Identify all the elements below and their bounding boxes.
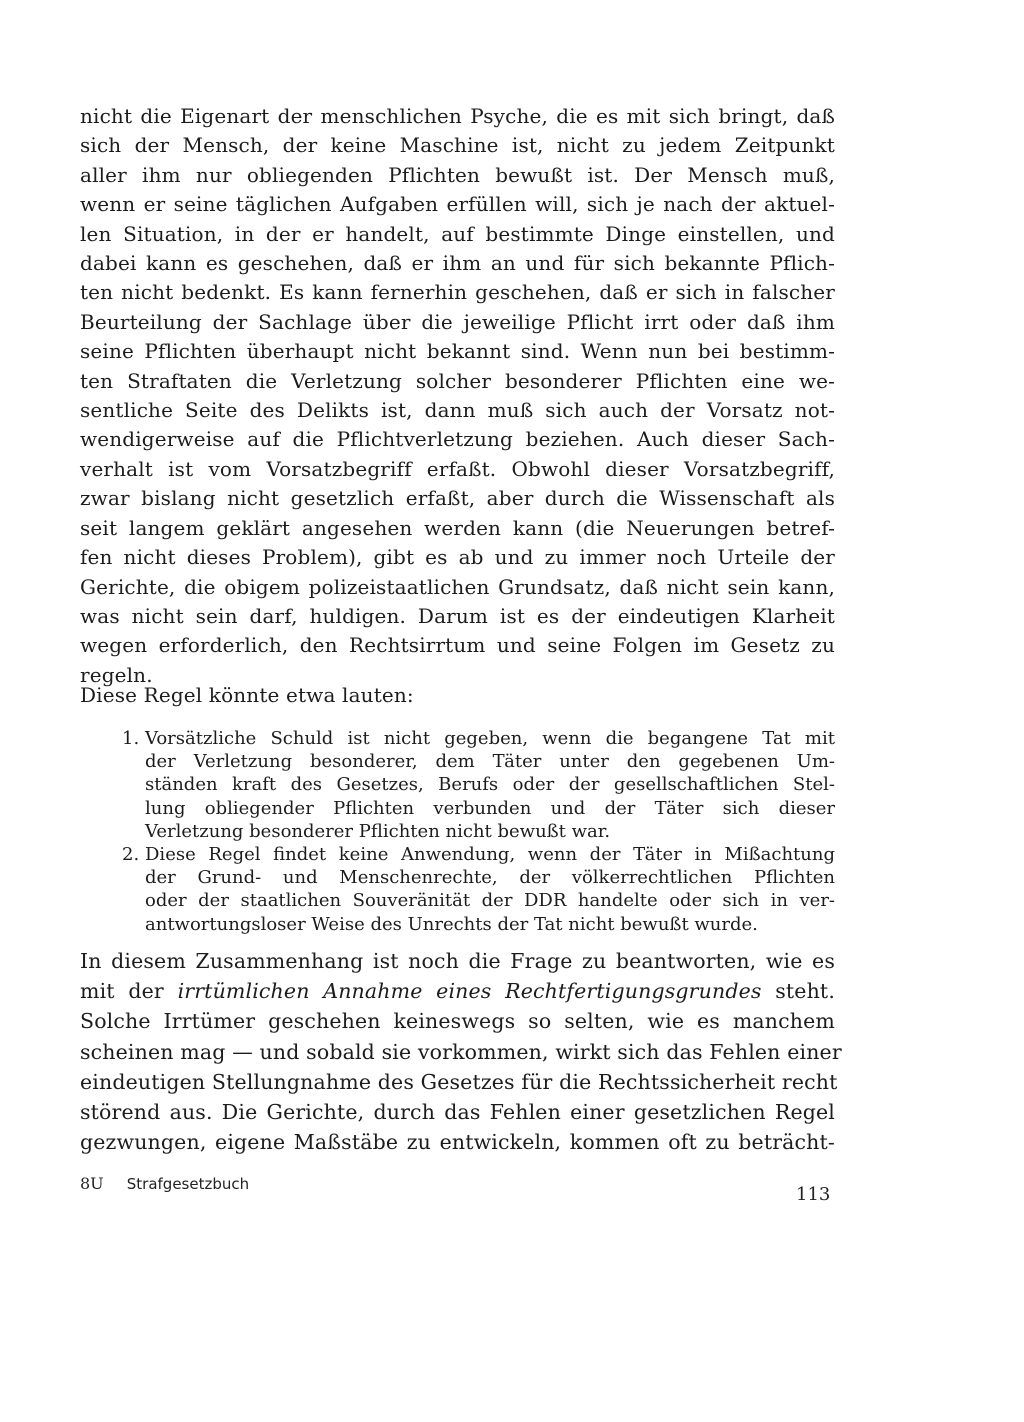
text-line: Solche Irrtümer geschehen keineswegs so selten, wie es manchem [80, 1009, 835, 1034]
list-item-2 [122, 843, 835, 936]
emphasis-text: irrtümlichen Annahme eines Rechtfertigungsgrundes [177, 979, 762, 1004]
intro-line [80, 681, 835, 710]
text-line: ten nicht bedenkt. Es kann fernerhin geschehen, daß er sich in falscher [80, 280, 835, 305]
text-line: ten Straftaten die Verletzung solcher besonderer Pflichten eine we- [80, 368, 835, 393]
signature-mark: 8U [80, 1174, 104, 1193]
text-line-with-emphasis [80, 976, 835, 1006]
text-line: der Verletzung besonderer, dem Täter unter den gegebenen Um- [145, 751, 835, 773]
text-line: scheinen mag — und sobald sie vorkommen, wirkt sich das Fehlen einer [80, 1039, 842, 1064]
text-line: verhalt ist vom Vorsatzbegriff erfaßt. Obwohl dieser Vorsatzbegriff, [80, 456, 835, 481]
text-line: fen nicht dieses Problem), gibt es ab und zu immer noch Urteile der [80, 545, 835, 570]
text-line: oder der staatlichen Souveränität der DDR handelte oder sich in ver- [145, 890, 835, 912]
text-line: wenn er seine täglichen Aufgaben erfüllen will, sich je nach der aktuel- [80, 192, 835, 217]
text-line: aller ihm nur obliegenden Pflichten bewußt ist. Der Mensch muß, [80, 162, 835, 187]
text-line: sich der Mensch, der keine Maschine ist, nicht zu jedem Zeitpunkt [80, 133, 835, 158]
text-line: nicht die Eigenart der menschlichen Psyche, die es mit sich bringt, daß [80, 104, 835, 128]
text-line: was nicht sein darf, huldigen. Darum ist es der eindeutigen Klarheit [80, 603, 835, 628]
text-line: lung obliegender Pflichten verbunden und der Täter sich dieser [145, 797, 835, 819]
text-line: dabei kann es geschehen, daß er ihm an und für sich bekannte Pflich- [80, 251, 835, 276]
text-line: sentliche Seite des Delikts ist, dann muß sich auch der Vorsatz not- [80, 398, 835, 423]
list-item-1 [122, 727, 835, 843]
text-line: ständen kraft des Gesetzes, Berufs oder der gesellschaftlichen Stel- [145, 774, 835, 796]
text-line: eindeutigen Stellungnahme des Gesetzes für die Rechtssicherheit recht [80, 1069, 838, 1094]
body-paragraph-2 [80, 946, 842, 1157]
text-line: Verletzung besonderer Pflichten nicht bewußt war. [145, 820, 611, 842]
text-line: Gerichte, die obigem polizeistaatlichen Grundsatz, daß nicht sein kann, [80, 574, 835, 599]
text-line: wegen erforderlich, den Rechtsirrtum und seine Folgen im Gesetz zu [80, 633, 835, 658]
text-line: len Situation, in der er handelt, auf bestimmte Dinge einstellen, und [80, 221, 835, 246]
text-segment: steht. [761, 979, 835, 1004]
text-line: seine Pflichten überhaupt nicht bekannt sind. Wenn nun bei bestimm- [80, 339, 835, 364]
text-line: der Grund- und Menschenrechte, der völkerrechtlichen Pflichten [145, 867, 835, 889]
text-line: gezwungen, eigene Maßstäbe zu entwickeln, kommen oft zu beträcht- [80, 1130, 835, 1155]
text-line: regeln. [80, 662, 153, 687]
footer-signature [80, 1174, 249, 1193]
text-line: störend aus. Die Gerichte, durch das Fehlen einer gesetzlichen Regel [80, 1100, 835, 1125]
page-number: 113 [796, 1184, 831, 1205]
text-line: antwortungsloser Weise des Unrechts der Tat nicht bewußt wurde. [145, 913, 758, 935]
footer-title: Strafgesetzbuch [126, 1175, 250, 1193]
text-line: Diese Regel findet keine Anwendung, wenn der Täter in Mißachtung [145, 844, 835, 866]
rule-list [122, 727, 835, 936]
text-line: Diese Regel könnte etwa lauten: [80, 683, 414, 707]
text-line: seit langem geklärt angesehen werden kann (die Neuerungen betref- [80, 515, 835, 540]
list-number: 1. [122, 728, 140, 749]
text-line: In diesem Zusammenhang ist noch die Frage zu beantworten, wie es [80, 949, 835, 973]
list-number: 2. [122, 844, 140, 866]
text-line: zwar bislang nicht gesetzlich erfaßt, aber durch die Wissenschaft als [80, 486, 835, 511]
text-line: Vorsätzliche Schuld ist nicht gegeben, wenn die begangene Tat mit [145, 728, 835, 749]
text-segment: mit der [80, 979, 178, 1004]
text-line: wendigerweise auf die Pflichtverletzung beziehen. Auch dieser Sach- [80, 427, 835, 452]
body-paragraph-1 [80, 102, 835, 690]
text-line: Beurteilung der Sachlage über die jeweilige Pflicht irrt oder daß ihm [80, 309, 835, 334]
